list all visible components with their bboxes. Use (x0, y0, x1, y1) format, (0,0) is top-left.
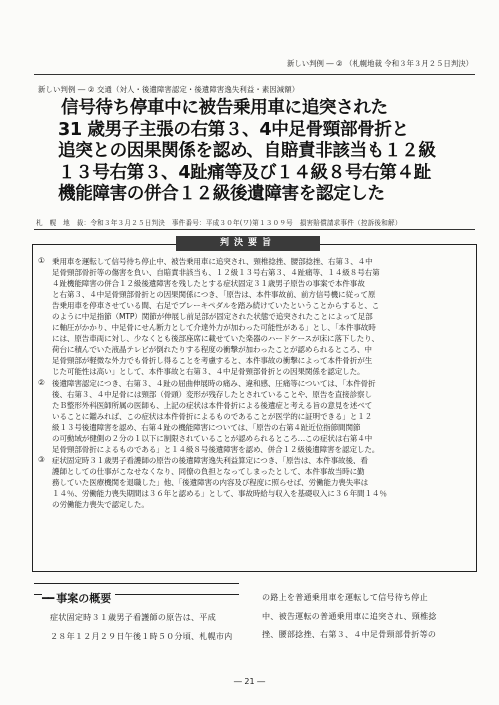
header-rule (34, 74, 475, 75)
point-line: には、原告車両に対し、少なくとも後部座席に載せていた楽器のハードケースが床に落下したり、 (52, 334, 379, 344)
point-line: の可動域が健側の２分の１以下に制限されていることが認められるところ…この症状は右第４中 (52, 433, 373, 443)
heading-marker-icon: ━━ (42, 592, 54, 605)
point-line: 足骨頸部骨折によるものである」と１４級８号後遺障害を認め、併合１２級後遺障害を認定した。 (52, 444, 380, 454)
case-meta: 札 幌 地 裁：令和３年３月２５日判決 事件番号：平成３０年(ワ)第１３０９号 損害賠償請求事件（控訴後和解） (36, 219, 402, 227)
point-line: のように中足指節（MTP）関節が伸展し前足部が固定された状態で追突されたことによって足部 (52, 312, 373, 322)
point-line: に軸圧がかかり、中足骨にせん断力として介達外力が加わった可能性がある」とし、「本件事故時 (52, 323, 376, 333)
point-line: 務していた医療機関を退職した」他、「後遺障害の内容及び程度に照らせば、労働能力喪失率は (52, 477, 369, 487)
point-line: 乗用車を運転して信号待ち停止中、被告乗用車に追突され、頸椎捻挫、腰部捻挫、右第３、４中 (52, 257, 373, 266)
title-line: 機能障害の併合１２級後遺障害を認定した (58, 184, 385, 204)
section-heading (42, 590, 115, 606)
verdict-point-2 (38, 378, 476, 455)
title-line: 31 歳男子主張の右第３、4中足骨頸部骨折と (58, 119, 409, 140)
point-line: 荷台に積んでいた液晶テレビが倒れたりする程度の衝撃が加わったことが認められるところ、中 (52, 345, 372, 355)
title-line: 信号待ち停車中に被告乗用車に追突された (61, 98, 388, 118)
point-line: 足骨頸部骨折等の傷害を負い、自賠責非該当も、１２級１３号右第３、４趾痛等、１４級８号右第 (52, 268, 380, 278)
summary-right-column (262, 588, 474, 644)
body-line: 症状固定時３１歳男子看護師の原告は、平成 (50, 612, 216, 622)
point-line: いることに鑑みれば、この症状は本件骨折によるものであることが医学的に証明できる」と１２ (52, 411, 373, 421)
article-title (58, 98, 478, 206)
point-number: ① (38, 256, 45, 265)
title-line: １３号右第３、4趾痛等及び１４級８号右第４趾 (58, 162, 431, 183)
verdict-point-1 (38, 256, 476, 378)
point-number: ③ (38, 454, 45, 464)
point-line: の労働能力喪失で認定した。 (52, 500, 149, 510)
point-line: 告乗用車を停車させている間、右足でブレーキペダルを踏み続けていたということからすると、こ (52, 301, 380, 311)
meta-rule (34, 229, 475, 230)
category-line: 新しい判例 ― ② 交通（対人・後遺障害認定・後遺障害逸失利益・素因減額） (38, 85, 300, 94)
point-number: ② (38, 377, 45, 387)
body-line: 挫、腰部捻挫、右第３、４中足骨頸部骨折等の (262, 629, 437, 640)
body-line: の路上を普通乗用車を運転して信号待ち停止 (262, 592, 428, 602)
point-line: 足骨頸部が軽微な外力でも骨折し得ることを考慮すると、本件事故の衝撃によって本件骨折が生 (52, 356, 373, 366)
verdict-points (38, 256, 476, 510)
point-line: と右第３、４中足骨頸部骨折との因果関係につき、「原告は、本件事故前、前方信号機に従って原 (52, 290, 376, 300)
point-line: じた可能性は高い」として、本件事故と右第３、４中足骨頸部骨折との因果関係を認定した。 (52, 367, 365, 377)
running-header: 新しい判例 ― ② （札幌地裁 令和３年３月２５日判決） (286, 59, 473, 68)
point-line: たＢ整形外科医師所属の医師も、上記の症状は本件骨折による後遺症と考える旨の意見を述べて (52, 400, 373, 410)
point-line: 後遺障害認定につき、右第３、４趾の屈曲伸展時の痛み、違和感、圧痛等については、「本件骨折 (52, 378, 376, 388)
title-line: 追突との因果関係を認め、自賠責非該当も１２級 (58, 141, 436, 161)
point-line: 級１３号後遺障害を認め、右第４趾の機能障害については、「原告の右第４趾近位指節間関節 (52, 422, 361, 432)
summary-left-column (50, 608, 250, 645)
body-line: ２８年１２月２９日午後１時５０分頃、札幌市内 (50, 630, 233, 641)
verdict-point-3 (38, 455, 476, 510)
verdict-label: 判決要旨 (176, 236, 320, 251)
point-line: 症状固定時３１歳男子看護師の原告の後遺障害逸失利益算定につき、「原告は、本件事故後、看 (52, 455, 368, 465)
section-heading-text: 事案の概要 (56, 592, 112, 605)
point-line: 後、右第３、４中足骨には頸部（骨頭）変形が残存したとされていることや、原告を直接診察し (52, 389, 372, 399)
body-line: 中、被告運転の普通乗用車に追突され、頸椎捻 (262, 610, 437, 621)
point-line: 護師としての仕事がこなせなくなり、同僚の負担となってしまったとして、本件事故当時に勤 (52, 466, 365, 476)
point-line: １４％、労働能力喪失期間は３６年と認める」として、事故時給与収入を基礎収入に３６年間１４％ (52, 488, 387, 498)
page-number: ― 21 ― (233, 677, 266, 686)
point-line: ４趾機能障害の併合１２級後遺障害を残したとする症状固定３１歳男子原告の事案で本件事故 (52, 279, 365, 289)
